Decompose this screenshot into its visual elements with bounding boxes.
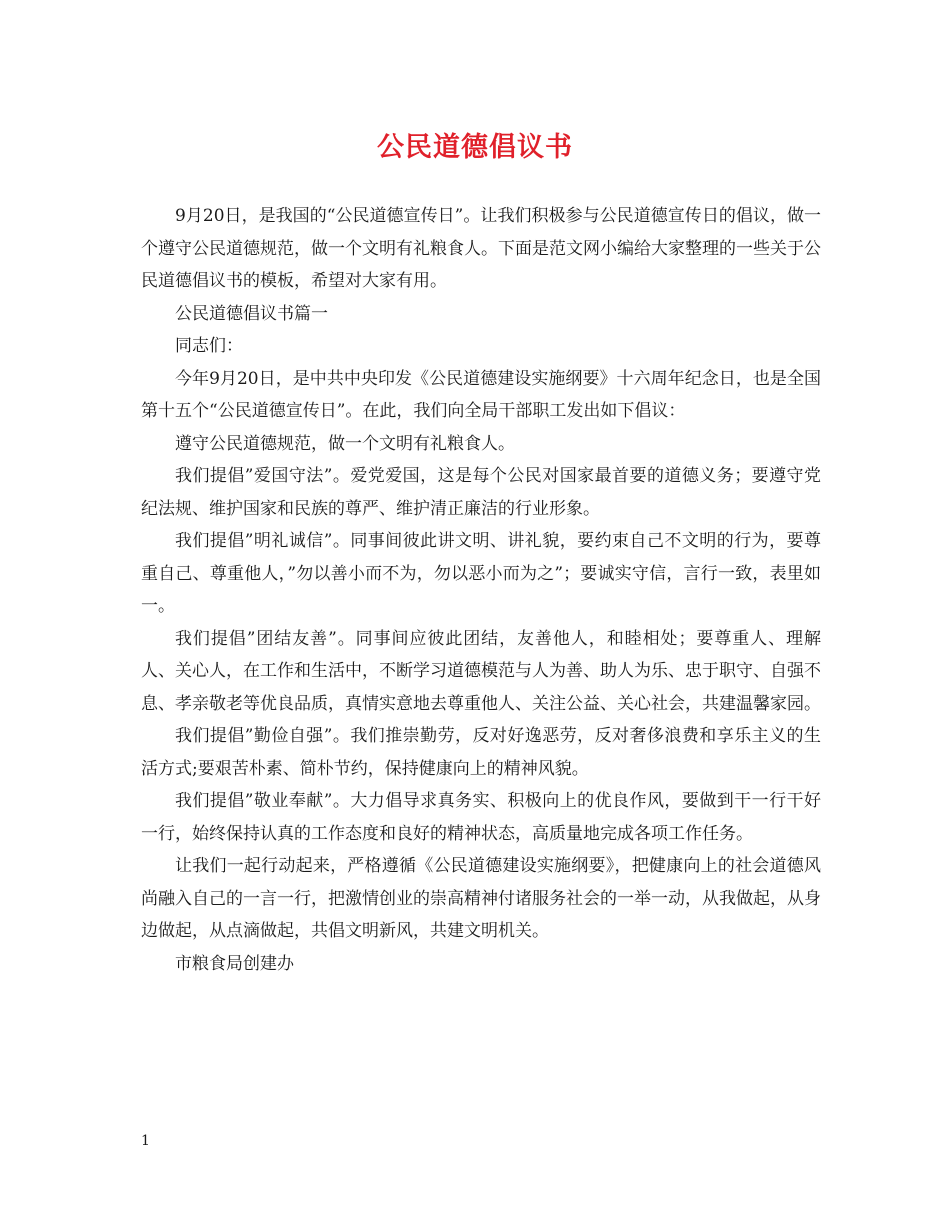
document-title: 公民道德倡议书 — [377, 132, 573, 163]
paragraph-salutation: 同志们： — [175, 336, 243, 356]
paragraph-intro: 9月20日，是我国的“公民道德宣传日”。让我们积极参与公民道德宣传日的倡议，做一个遵守公民道德规范，做一个文明有礼粮食人。下面是范文网小编给大家整理的一些关于公民道德倡议书的模板，希望对大家有用。 — [141, 206, 821, 291]
paragraph-closing-call: 让我们一起行动起来，严格遵循《公民道德建设实施纲要》，把健康向上的社会道德风尚融入自己的一言一行，把激情创业的崇高精神付诸服务社会的一举一动，从我做起，从身边做起，从点滴做起，共倡文明新风，共建文明机关。 — [141, 856, 821, 941]
paragraph-courtesy-integrity: 我们提倡”明礼诚信”。同事间彼此讲文明、讲礼貌，要约束自己不文明的行为，要尊重自己、尊重他人，”勿以善小而不为，勿以恶小而为之”；要诚实守信，言行一致，表里如一。 — [141, 531, 821, 616]
paragraph-diligence-thrift: 我们提倡”勤俭自强”。我们推崇勤劳，反对好逸恶劳，反对奢侈浪费和享乐主义的生活方式;要艰苦朴素、简朴节约，保持健康向上的精神风貌。 — [141, 726, 821, 779]
paragraph-patriotism: 我们提倡”爱国守法”。爱党爱国，这是每个公民对国家最首要的道德义务；要遵守党纪法规、维护国家和民族的尊严、维护清正廉洁的行业形象。 — [141, 466, 821, 519]
paragraph-dedication: 我们提倡”敬业奉献”。大力倡导求真务实、积极向上的优良作风，要做到干一行干好一行，始终保持认真的工作态度和良好的精神状态，高质量地完成各项工作任务。 — [141, 791, 821, 844]
paragraph-unity-friendliness: 我们提倡”团结友善”。同事间应彼此团结，友善他人，和睦相处；要尊重人、理解人、关心人，在工作和生活中，不断学习道德模范与人为善、助人为乐、忠于职守、自强不息、孝亲敬老等优良品质，真情实意地去尊重他人、关注公益、关心社会，共建温馨家园。 — [141, 628, 821, 714]
page-number: 1 — [141, 1133, 150, 1149]
paragraph-main-call: 遵守公民道德规范，做一个文明有礼粮食人。 — [175, 433, 515, 454]
document-body — [141, 200, 821, 980]
paragraph-section-heading: 公民道德倡议书篇一 — [175, 303, 328, 324]
paragraph-background: 今年9月20日，是中共中央印发《公民道德建设实施纲要》十六周年纪念日，也是全国第十五个“公民道德宣传日”。在此，我们向全局干部职工发出如下倡议： — [141, 368, 821, 421]
paragraph-signature: 市粮食局创建办 — [175, 953, 294, 974]
